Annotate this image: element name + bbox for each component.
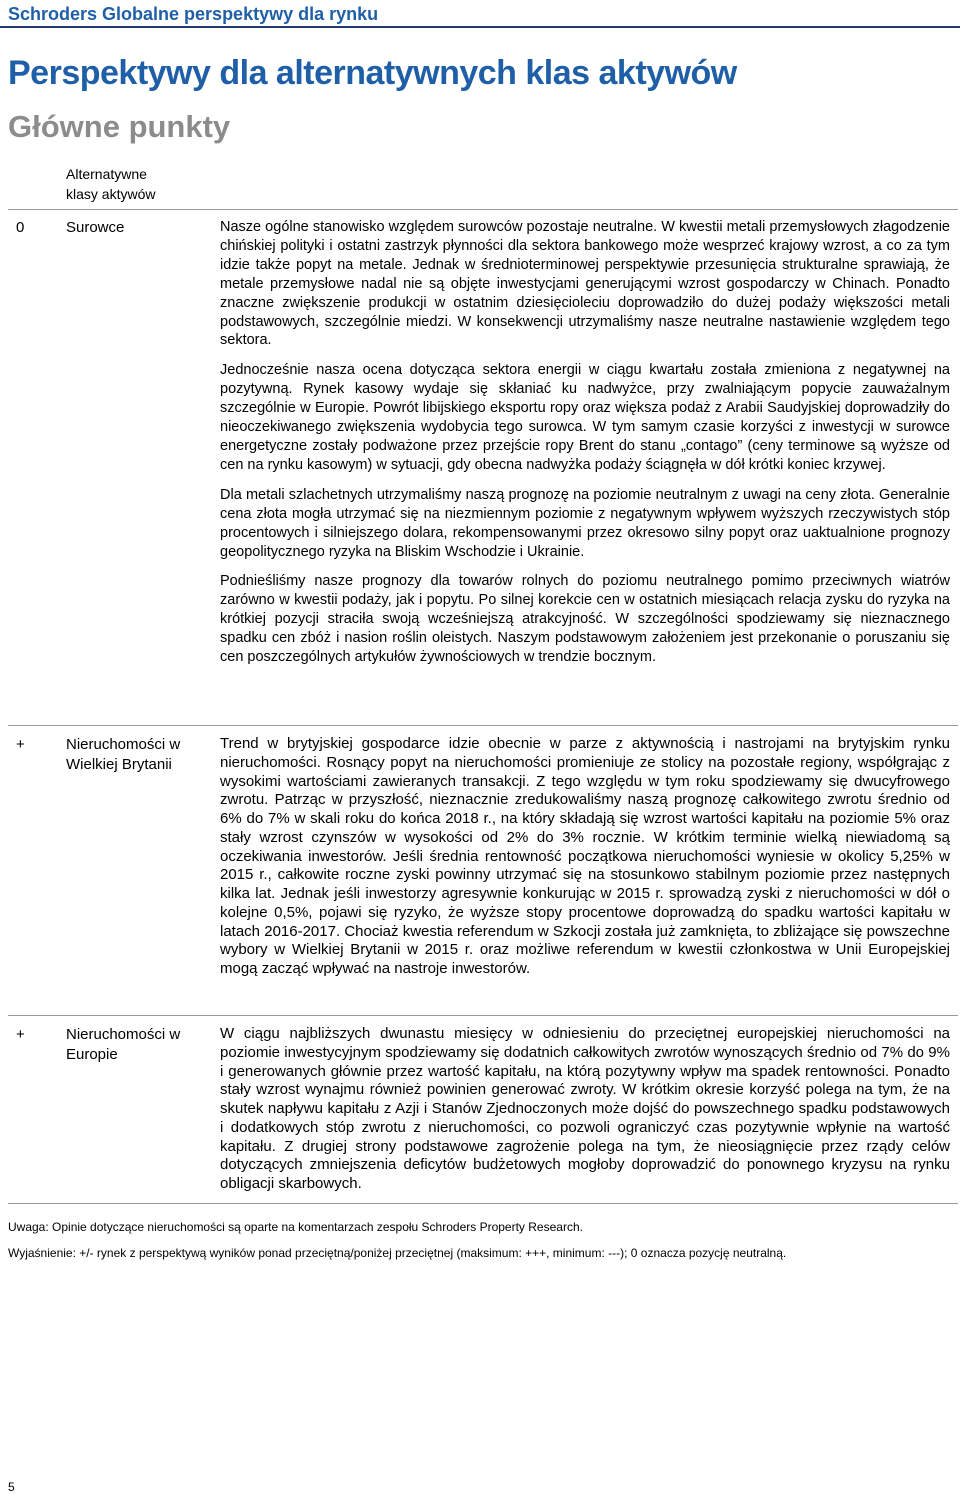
asset-commentary [220,735,950,990]
footnote-legend: Wyjaśnienie: +/- rynek z perspektywą wyników ponad przeciętną/poniżej przeciętnej (maksimum: +++, minimum: ---); 0 oznacza pozycję neutralną. [8,1246,787,1260]
column-header-line: klasy aktywów [66,186,156,202]
commentary-paragraph: Nasze ogólne stanowisko względem surowców pozostaje neutralne. W kwestii metali przemysłowych złagodzenie chińskiej polityki i ostatni zastrzyk płynności dla sektora bankowego może wesprzeć krajowy wzrost, a co za tym idzie także popyt na metale. Jednak w średnioterminowej perspektywie przesunięcia strukturalne sprawiają, że metale przemysłowe nadal nie są objęte inwestycjami generującymi wzrost gospodarczy w Chinach. Ponadto znaczne zwiększenie produkcji w ostatnim dziesięcioleciu doprowadziło do dużej podaży większości metali podstawowych, szczególnie miedzi. W konsekwencji utrzymaliśmy nasze neutralne nastawienie względem tego sektora. [220,219,950,349]
publication-title: Schroders Globalne perspektywy dla rynku [8,4,379,24]
commentary-paragraph: Trend w brytyjskiej gospodarce idzie obecnie w parze z aktywnością i nastrojami na brytyjskim rynku nieruchomości. Rosnący popyt na nieruchomości promieniuje ze stolicy na pozostałe regiony, współgrając z wysokimi wartościami zawieranych transakcji. Z tego względu w tym roku spodziewamy się dwucyfrowego zwrotu. Patrząc w przyszłość, nieznacznie zredukowaliśmy naszą prognozę całkowitego zwrotu średnio od 6% do 7% w skali roku do końca 2018 r., na który składają się wzrost wartości kapitału na poziomie 5% oraz stały wzrost czynszów w wysokości od 2% do 3% rocznie. W krótkim terminie wielką niewiadomą są oczekiwania inwestorów. Jeśli średnia rentowność początkowa nieruchomości wyniesie w okolicy 5,25% w 2015 r., całkowite roczne zyski powinny utrzymać się na stosunkowo stabilnym poziomie przez następnych kilka lat. Jednak jeśli inwestorzy agresywnie konkurując w 2015 r. sprowadzą zyski z nieruchomości w dół o kolejne 0,5%, pojawi się ryzyko, że wyższe stopy procentowe doprowadzą do spadku wartości kapitału w latach 2016-2017. Chociaż kwestia referendum w Szkocji została już zamknięta, to zbliżające się powszechne wybory w Wielkiej Brytanii w 2015 r. oraz możliwe referendum w kwestii członkostwa w Unii Europejskiej mogą zacząć wpływać na nastroje inwestorów. [220,735,950,977]
page-title: Perspektywy dla alternatywnych klas aktywów [8,54,737,92]
divider [8,209,958,210]
commentary-paragraph: Dla metali szlachetnych utrzymaliśmy naszą prognozę na poziomie neutralnym z uwagi na ceny złota. Generalnie cena złota mogła utrzymać się na niezmiennym poziomie z negatywnym wpływem wyższych rzeczywistych stóp procentowych i silniejszego dolara, rekompensowanymi przez okresowo silny popyt oraz uaktualnione prognozy geopolitycznego ryzyka na Bliskim Wschodzie i Ukrainie. [220,486,950,560]
page-subtitle: Główne punkty [8,109,231,144]
divider [8,1015,958,1016]
score-indicator: 0 [16,219,25,236]
asset-commentary [220,218,950,678]
divider [8,725,958,726]
column-header-asset-class [66,164,155,204]
asset-class-label: Surowce [66,219,125,236]
page-header [0,0,960,28]
asset-commentary [220,1025,950,1205]
score-indicator: + [16,1026,25,1043]
commentary-paragraph: Jednocześnie nasza ocena dotycząca sektora energii w ciągu kwartału została zmieniona z negatywnej na pozytywną. Rynek kasowy wydaje się skłaniać ku nadwyżce, przy zwalniającym popycie zauważalnym szczególnie w Europie. Powrót libijskiego eksportu ropy oraz większa podaż z Arabii Saudyjskiej doprowadziły do nieoczekiwanego zwiększenia wydobycia tego surowca. W tym samym czasie korzyści z inwestycji w surowce energetyczne zostały podważone przez przejście ropy Brent do stanu „contago” (ceny terminowe są wyższe od cen na rynku kasowym) w sytuacji, gdy obecna nadwyżka podaży ściągnęła w dół krótki koniec krzywej. [220,362,950,473]
commentary-paragraph: W ciągu najbliższych dwunastu miesięcy w odniesieniu do przeciętnej europejskiej nieruchomości na poziomie inwestycyjnym spodziewamy się dodatnich całkowitych zwrotów wynoszących średnio od 7% do 9% i generowanych głównie przez wartość kapitału, na którą pozytywny wpływ ma spadek rentowności. Ponadto stały wzrost wynajmu również powinien generować zwroty. W krótkim okresie korzyść polega na tym, że na skutek napływu kapitału z Azji i Stanów Zjednoczonych może dojść do powszechnego spadku podstawowych i dodatkowych stóp zwrotu z nieruchomości, co pozwoli ograniczyć czas pozytywnie wpłynie na wartość kapitału. Z drugiej strony podstawowe zagrożenie polega na tym, że nieosiągnięcie przez rządy celów dotyczących zmniejszenia deficytów budżetowych mogłoby doprowadzić do ponownego kryzysu na rynku obligacji skarbowych. [220,1025,950,1192]
column-header-line: Alternatywne [66,166,147,182]
page-number: 5 [8,1480,15,1494]
footnote-property: Uwaga: Opinie dotyczące nieruchomości są oparte na komentarzach zespołu Schroders Property Research. [8,1220,583,1234]
commentary-paragraph: Podnieśliśmy nasze prognozy dla towarów rolnych do poziomu neutralnego pomimo przeciwnych wiatrów zarówno w kwestii podaży, jak i popytu. Po silnej korekcie cen w ostatnich miesiącach relacja zysku do ryzyka na krótkiej pozycji straciła swoją wcześniejszą atrakcyjność. W szczególności spodziewamy się nieznacznego spadku cen zbóż i nasion roślin oleistych. Naszym podstawowym założeniem jest przekonanie o poruszaniu się cen poszczególnych artykułów żywnościowych w trendzie bocznym. [220,573,950,666]
asset-class-label: Nieruchomości w Europie [66,1026,181,1063]
asset-class-label: Nieruchomości w Wielkiej Brytanii [66,736,181,773]
score-indicator: + [16,736,25,753]
divider [8,1203,958,1204]
